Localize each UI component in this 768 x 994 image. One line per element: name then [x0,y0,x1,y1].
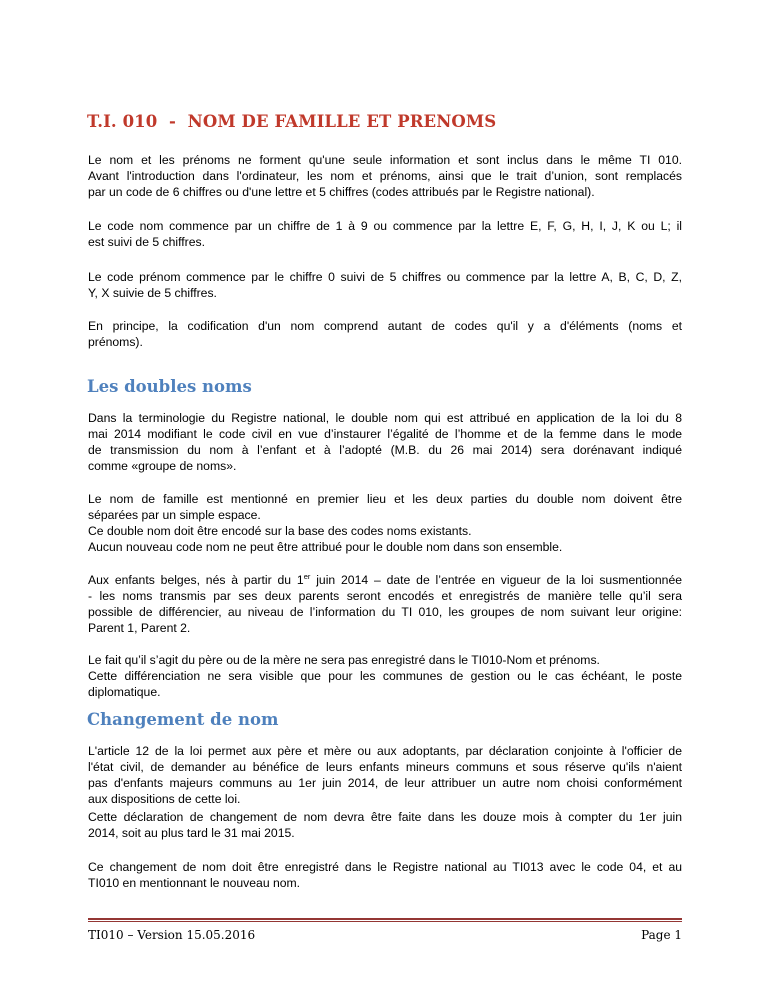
text-line: Le fait qu’il s’agit du père ou de la mère ne sera pas enregistré dans le TI010-Nom et prénoms. [88,653,600,667]
footer-divider [88,918,682,920]
text-line: Le nom et les prénoms ne forment qu'une seule information et sont inclus dans le même TI 010. [88,153,682,167]
text-line: Aucun nouveau code nom ne peut être attribué pour le double nom dans son ensemble. [88,540,563,555]
text-line: aux dispositions de cette loi. [88,792,241,807]
text-line: - les noms transmis par ses deux parents seront encodés et enregistrés de manière telle qu’il sera [88,589,682,604]
text-line: séparées par un simple espace. [88,508,261,523]
footer-page-number: Page 1 [641,928,682,942]
text-line: TI010 en mentionnant le nouveau nom. [88,876,301,891]
superscript: er [303,572,311,581]
doubles-noms-paragraph-2 [88,491,682,555]
page-title: T.I. 010 - NOM DE FAMILLE ET PRENOMS [87,112,497,131]
doubles-noms-paragraph-3 [88,572,682,636]
footer-divider-thin [88,921,682,922]
text-line: En principe, la codification d'un nom comprend autant de codes qu'il y a d'éléments (noms et [88,319,682,333]
doubles-noms-paragraph-4 [88,652,682,700]
footer-version: TI010 – Version 15.05.2016 [88,928,256,942]
text-line: Ce changement de nom doit être enregistré dans le Registre national au TI013 avec le code 04, et au [88,860,682,874]
section-heading-changement-nom: Changement de nom [87,710,279,729]
section-heading-doubles-noms: Les doubles noms [87,377,252,396]
text-line: par un code de 6 chiffres ou d'une lettre et 5 chiffres (codes attribués par le Registre national). [88,185,595,200]
text-line: comme «groupe de noms». [88,459,237,474]
text-line: prénoms). [88,335,143,350]
text-line: Cette différenciation ne sera visible que pour les communes de gestion ou le cas échéant, le poste [88,669,682,684]
text-line: 2014, soit au plus tard le 31 mai 2015. [88,826,295,841]
changement-nom-paragraph-2 [88,809,682,841]
text-line: Dans la terminologie du Registre national, le double nom qui est attribué en application de la loi du 8 [88,411,682,425]
text-line: Le code prénom commence par le chiffre 0 suivi de 5 chiffres ou commence par la lettre A, B, C, D, Z, [88,270,682,284]
doubles-noms-paragraph-1 [88,410,682,474]
text-fragment: Aux enfants belges, nés à partir du 1 [88,573,304,587]
text-line: Y, X suivie de 5 chiffres. [88,286,217,301]
text-line: est suivi de 5 chiffres. [88,235,205,250]
text-line: Parent 1, Parent 2. [88,621,191,636]
changement-nom-paragraph-3 [88,859,682,891]
intro-paragraph-2 [88,218,682,250]
text-line: Avant l'introduction dans l'ordinateur, les nom et prénoms, ainsi que le trait d’union, sont remplacés [88,169,682,184]
changement-nom-paragraph-1 [88,743,682,807]
intro-paragraph-3 [88,269,682,301]
text-line: Le code nom commence par un chiffre de 1 à 9 ou commence par la lettre E, F, G, H, I, J, K ou L; il [88,219,682,233]
intro-paragraph-4 [88,318,682,350]
text-line: Cette déclaration de changement de nom devra être faite dans les douze mois à compter du 1er juin [88,810,682,824]
intro-paragraph-1 [88,152,682,200]
text-line: pas d'enfants majeurs communs au 1er juin 2014, de leur attribuer un autre nom choisi conformément [88,776,682,791]
text-line: possible de différencier, au niveau de l’information du TI 010, les groupes de nom suivant leur origine: [88,605,682,620]
text-line: Le nom de famille est mentionné en premier lieu et les deux parties du double nom doivent être [88,492,682,506]
text-line: de transmission du nom à l’enfant et à l’adopté (M.B. du 26 mai 2014) sera dorénavant indiqué [88,443,682,458]
text-line: Ce double nom doit être encodé sur la base des codes noms existants. [88,524,472,539]
text-line: mai 2014 modifiant le code civil en vue d’instaurer l’égalité de l’homme et de la femme dans le mode [88,427,682,442]
text-fragment: juin 2014 – date de l’entrée en vigueur de la loi susmentionnée [310,573,682,587]
text-line: L'article 12 de la loi permet aux père et mère ou aux adoptants, par déclaration conjointe à l'officier de [88,744,682,758]
text-line: l'état civil, de demander au bénéfice de leurs enfants mineurs communs et sous réserve qu'ils n'aient [88,760,682,775]
text-line: diplomatique. [88,685,161,700]
text-line [88,572,682,588]
